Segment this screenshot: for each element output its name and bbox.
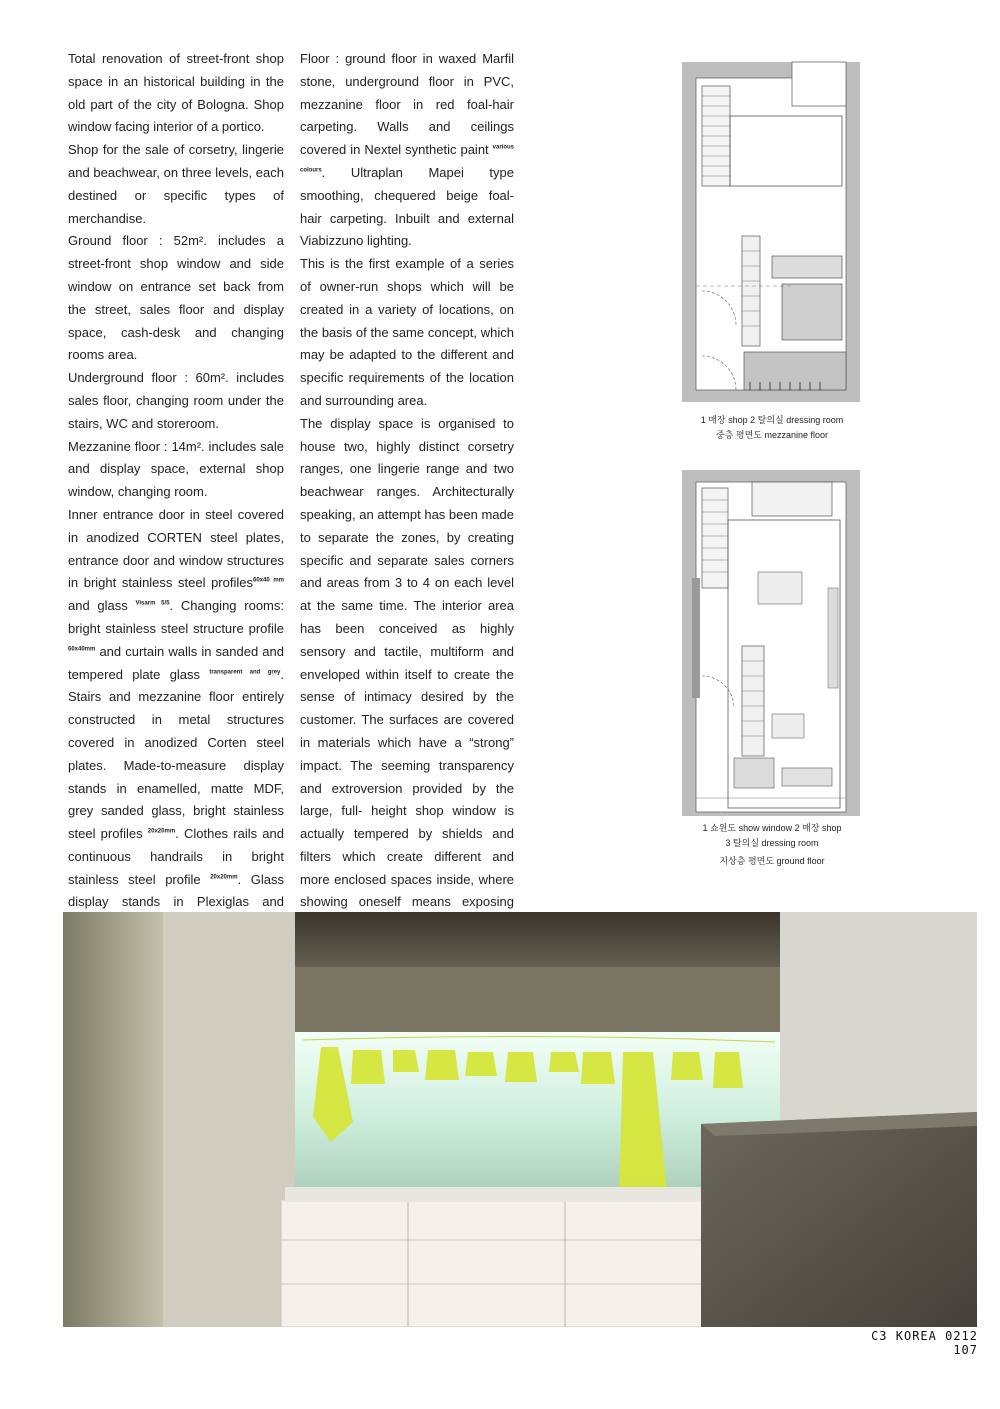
paragraph: Underground floor : 60m². includes sales floor, changing room under the stairs, WC and storeroom. [68, 370, 284, 431]
plan-title: 지상층 평면도 ground floor [719, 856, 825, 866]
plan-legend-line2: 3 탈의실 dressing room [725, 838, 819, 848]
ground-floor-plan [672, 468, 872, 818]
paragraph-floor: Floor : ground floor in waxed Marfil stone, underground floor in PVC, mezzanine floor in red foal-hair carpeting. Walls and ceilings covered in Nextel synthetic paint $^{various colours}$. Ultraplan Mapei type smoothing, chequered beige foal-hair carpeting. Inbuilt and external Viabizzuno lighting. [300, 51, 514, 249]
paragraph: Shop for the sale of corsetry, lingerie and beachwear, on three levels, each destined or specific types of merchandise. [68, 142, 284, 226]
paragraph: This is the first example of a series of owner-run shops which will be created in a variety of locations, on the basis of the same concept, which may be adapted to the different and specific requirements of the location and surrounding area. [300, 256, 514, 408]
mezzanine-plan-caption [672, 413, 872, 443]
text-column-right [300, 48, 514, 937]
plan-legend: 1 매장 shop 2 탈의실 dressing room [700, 415, 844, 425]
text-column-left [68, 48, 284, 937]
mezzanine-floor-plan [672, 56, 872, 406]
plan-legend-line1: 1 쇼윈도 show window 2 매장 shop [702, 823, 842, 833]
page-footer: C3 KOREA 0212 107 [871, 1329, 978, 1357]
paragraph: The display space is organised to house two, highly distinct corsetry ranges, one lingerie range and two beachwear ranges. Architecturally speaking, an attempt has been made to separate the zones, by creating specific and separate sales corners and areas from 3 to 4 on each level at the same time. The interior area has been conceived as highly sensory and tactile, multiform and enveloped within itself to create the sense of intimacy desired by the customer. The surfaces are covered in materials which have a “strong” impact. The seeming transparency and extroversion provided by the large, full- height shop window is actually tempered by shields and filters which create different and more enclosed spaces inside, where showing oneself means exposing [300, 415, 514, 910]
ground-plan-caption [672, 821, 872, 869]
paragraph: Ground floor : 52m². includes a street-front shop window and side window on entrance set back from the street, sales floor and display space, cash-desk and changing rooms area. [68, 233, 284, 363]
shop-interior-photo [63, 912, 977, 1327]
plan-title: 중층 평면도 mezzanine floor [715, 430, 828, 440]
paragraph-materials: Inner entrance door in steel covered in anodized CORTEN steel plates, entrance door and window structures in bright stainless steel profiles$^{60x40 mm}$ and glass $^{Visarm 5/5}$. Changing rooms: bright stainless steel structure profile $^{60x40mm}$ and curtain walls in sanded and tempered plate glass $^{transparent and grey}$. Stairs and mezzanine floor entirely constructed in metal structures covered in anodized Corten steel plates. Made-to-measure display stands in enamelled, matte MDF, grey sanded glass, bright stainless steel profiles $^{20x20mm}$. Clothes rails and continuous handrails in bright stainless steel profile $^{20x20mm}$. Glass display stands in Plexiglas and [68, 506, 284, 910]
paragraph: Total renovation of street-front shop space in an historical building in the old part of the city of Bologna. Shop window facing interior of a portico. [68, 51, 284, 135]
paragraph: Mezzanine floor : 14m². includes sale and display space, external shop window, changing room. [68, 438, 284, 500]
